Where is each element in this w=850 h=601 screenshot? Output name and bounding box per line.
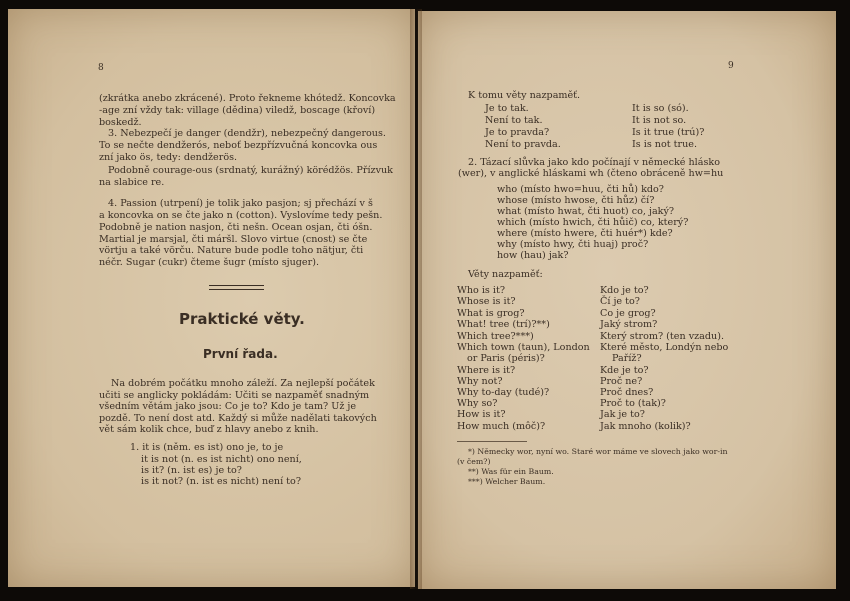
sentence-cz: Jak je to? — [600, 409, 645, 420]
left-para3-line2: na slabice re. — [99, 177, 165, 188]
example-line-3: is it? (n. ist es) je to? — [141, 465, 242, 476]
left-para5-line3: všedním větám jako jsou: Co je to? Kdo je tam? Už je — [99, 401, 357, 412]
left-para4-line1: 4. Passion (utrpení) je tolik jako pasjon; sj přechází v š — [108, 198, 373, 209]
section-subtitle: První řada. — [203, 347, 278, 361]
pair4-cz: Není to pravda. — [485, 139, 561, 150]
footnote-2: **) Was für ein Baum. — [468, 467, 554, 476]
sentence-en: or Paris (péris)? — [467, 353, 545, 364]
sentence-cz: Jak mnoho (kolik)? — [600, 421, 691, 432]
pair2-cz: Není to tak. — [485, 115, 543, 126]
footnote-1: *) Německy wor, nyní wo. Staré wor máme ve slovech jako wor-in — [468, 447, 728, 456]
sentence-en: Which town (taun), London — [457, 342, 590, 353]
left-para1-line1: (zkrátka anebo zkrácené). Proto řekneme khótedž. Koncovka — [99, 93, 396, 104]
footnote-3: ***) Welcher Baum. — [468, 477, 546, 486]
right-intro: K tomu věty nazpaměť. — [468, 90, 581, 101]
pair3-en: Is it true (trú)? — [632, 127, 705, 138]
right-para2-line2: (wer), v anglické hláskami wh (čteno obráceně hw=hu — [458, 168, 724, 179]
sentence-en: Which tree?***) — [457, 331, 534, 342]
pair2-en: It is not so. — [632, 115, 687, 126]
section-divider — [209, 285, 264, 290]
left-para4-line3: Podobně je nation nasjon, čti nešn. Ocean osjan, čti óšn. — [99, 222, 373, 233]
sentence-cz: Paříž? — [612, 353, 642, 364]
left-para2-line3: zní jako ös, tedy: dendžerös. — [99, 152, 238, 163]
sentence-en: Why so? — [457, 398, 498, 409]
sentence-cz: Které město, Londýn nebo — [600, 342, 729, 353]
sentence-en: How is it? — [457, 409, 506, 420]
page-number-right: 9 — [728, 61, 734, 71]
q-word-whose: whose (místo hwose, čti hůz) čí? — [497, 195, 655, 206]
footnote-1-cont: (v čem?) — [457, 457, 491, 466]
sentence-cz: Čí je to? — [600, 296, 640, 307]
q-word-where: where (místo hwere, čti huér*) kde? — [497, 228, 673, 239]
left-para4-line2: a koncovka on se čte jako n (cotton). Vyslovíme tedy pešn. — [99, 210, 383, 221]
q-word-what: what (místo hwat, čti huot) co, jaký? — [497, 206, 675, 217]
left-para1-line3: boskedž. — [99, 117, 142, 128]
pair1-en: It is so (só). — [632, 103, 689, 114]
sentences-intro: Věty nazpaměť: — [468, 269, 543, 280]
sentence-cz: Jaký strom? — [600, 319, 658, 330]
pair3-cz: Je to pravda? — [485, 127, 550, 138]
sentence-cz: Proč ne? — [600, 376, 643, 387]
example-line-2: it is not (n. es ist nicht) ono není, — [141, 454, 302, 465]
pair4-en: Is is not true. — [632, 139, 698, 150]
left-para5-line4: pozdě. To není dost atd. Každý si může nadělati takových — [99, 413, 377, 424]
section-title: Praktické věty. — [179, 310, 305, 328]
left-para2-line1: 3. Nebezpečí je danger (dendžr), nebezpečný dangerous. — [108, 128, 386, 139]
pair1-cz: Je to tak. — [485, 103, 529, 114]
page-number-left: 8 — [98, 63, 104, 73]
left-para5-line1: Na dobrém počátku mnoho záleží. Za nejlepší počátek — [111, 378, 375, 389]
left-para5-line5: vět sám kolik chce, buď z hlavy anebo z knih. — [99, 424, 319, 435]
left-para4-line6: néčr. Sugar (cukr) čteme šugr (místo sjuger). — [99, 257, 319, 268]
q-word-which: which (místo hwich, čti hůič) co, který? — [497, 217, 689, 228]
sentence-en: Whose is it? — [457, 296, 516, 307]
sentence-en: Where is it? — [457, 365, 516, 376]
sentence-en: Why not? — [457, 376, 503, 387]
book-gutter — [410, 9, 422, 589]
right-para2-line1: 2. Tázací slůvka jako kdo počínají v německé hlásko — [468, 157, 720, 168]
sentence-cz: Co je grog? — [600, 308, 656, 319]
sentence-en: Who is it? — [457, 285, 505, 296]
sentence-en: What! tree (trí)?**) — [457, 319, 550, 330]
left-para2-line2: To se nečte dendžerós, neboť bezpřízvučná koncovka ous — [99, 140, 378, 151]
q-word-how: how (hau) jak? — [497, 250, 569, 261]
sentence-cz: Kdo je to? — [600, 285, 649, 296]
sentence-en: What is grog? — [457, 308, 525, 319]
sentence-cz: Proč dnes? — [600, 387, 654, 398]
left-para3-line1: Podobně courage-ous (srdnatý, kurážný) körédžös. Přízvuk — [108, 165, 393, 176]
left-para4-line5: vörtju a také vörču. Nature bude podle toho nätjur, čti — [99, 245, 364, 256]
sentence-cz: Proč to (tak)? — [600, 398, 666, 409]
sentence-en: Why to-day (tudé)? — [457, 387, 550, 398]
example-line-4: is it not? (n. ist es nicht) není to? — [141, 476, 301, 487]
left-para5-line2: učiti se anglicky pokládám: Učiti se nazpaměť snadným — [99, 390, 370, 401]
sentence-en: How much (môč)? — [457, 421, 546, 432]
left-para1-line2: -age zní vždy tak: village (dědina) viledž, boscage (křoví) — [99, 105, 376, 116]
footnote-rule — [457, 441, 527, 442]
example-line-1: 1. it is (něm. es ist) ono je, to je — [130, 442, 284, 453]
q-word-why: why (místo hwy, čti huaj) proč? — [497, 239, 649, 250]
sentence-cz: Který strom? (ten vzadu). — [600, 331, 724, 342]
q-word-who: who (místo hwo=huu, čti hů) kdo? — [497, 184, 664, 195]
left-para4-line4: Martial je marsjal, čti máršl. Slovo virtue (cnost) se čte — [99, 234, 368, 245]
sentence-cz: Kde je to? — [600, 365, 649, 376]
